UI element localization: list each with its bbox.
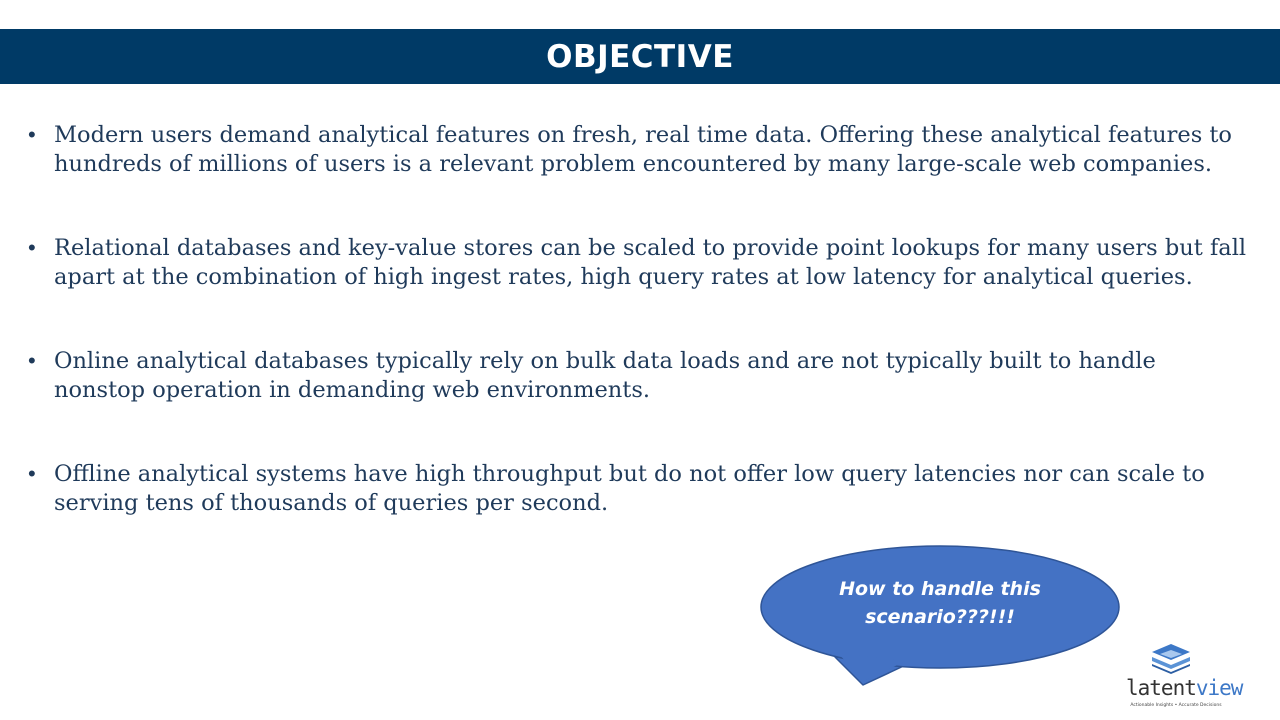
bullet-marker: • (28, 235, 36, 260)
logo-word-part2: view (1195, 676, 1243, 700)
bullet-item (28, 121, 1253, 178)
bullet-item (28, 234, 1253, 291)
logo-wordmark (1126, 676, 1243, 700)
logo-tagline: Actionable Insights • Accurate Decisions (1130, 703, 1222, 708)
callout-text (800, 575, 1080, 631)
company-logo (1120, 642, 1243, 714)
bullet-item (28, 460, 1253, 517)
bullet-item (28, 347, 1253, 404)
bullet-text: Relational databases and key-value stores can be scaled to provide point lookups for many users but fall apart at the combination of high ingest rates, high query rates at low latency for analytical queries. (54, 235, 1247, 290)
bullet-text: Online analytical databases typically rely on bulk data loads and are not typically built to handle nonstop operation in demanding web environments. (54, 348, 1156, 403)
speech-bubble-callout (760, 545, 1120, 690)
bullet-text: Offline analytical systems have high throughput but do not offer low query latencies nor can scale to serving tens of thousands of queries per second. (54, 461, 1205, 516)
slide-title: OBJECTIVE (546, 38, 734, 75)
bullet-marker: • (28, 461, 36, 486)
bullet-marker: • (28, 348, 36, 373)
bullet-text: Modern users demand analytical features on fresh, real time data. Offering these analytical features to hundreds of millions of users is a relevant problem encountered by many large-scale web companies. (54, 122, 1232, 177)
bullet-marker: • (28, 122, 36, 147)
logo-word-part1: latent (1126, 676, 1196, 700)
stacked-layers-icon (1150, 642, 1192, 674)
callout-line-2: scenario???!!! (865, 606, 1015, 628)
callout-line-1: How to handle this (839, 578, 1041, 600)
